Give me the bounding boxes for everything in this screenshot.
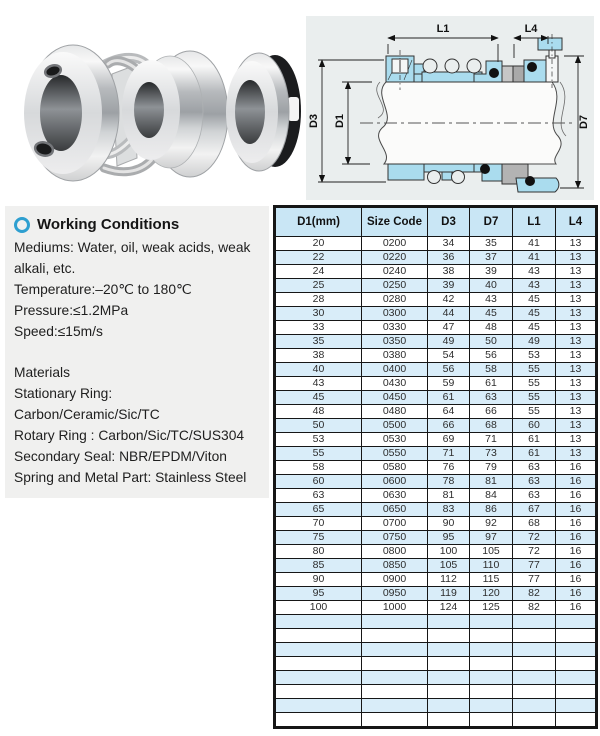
table-cell: 16 — [556, 489, 596, 503]
table-cell: 95 — [428, 531, 470, 545]
table-cell: 16 — [556, 475, 596, 489]
table-cell: 97 — [470, 531, 513, 545]
table-cell: 66 — [428, 419, 470, 433]
dim-label-l4: L4 — [524, 23, 538, 35]
table-cell — [362, 615, 428, 629]
table-cell: 38 — [276, 349, 362, 363]
working-conditions-title: Working Conditions — [37, 216, 180, 233]
table-cell: 0240 — [362, 265, 428, 279]
table-cell — [470, 629, 513, 643]
table-cell: 13 — [556, 335, 596, 349]
table-cell: 0800 — [362, 545, 428, 559]
table-cell: 16 — [556, 601, 596, 615]
table-cell: 13 — [556, 279, 596, 293]
table-cell: 13 — [556, 293, 596, 307]
table-cell: 95 — [276, 587, 362, 601]
table-row — [276, 461, 596, 475]
spring-coil — [423, 59, 437, 73]
table-cell: 28 — [276, 293, 362, 307]
table-row — [276, 447, 596, 461]
dim-label-d3: D3 — [308, 113, 320, 129]
seal-face-block — [502, 66, 513, 82]
table-row-empty — [276, 671, 596, 685]
table-cell: 24 — [276, 265, 362, 279]
table-cell: 34 — [428, 237, 470, 251]
table-cell — [276, 713, 362, 727]
table-cell: 0630 — [362, 489, 428, 503]
table-cell: 50 — [276, 419, 362, 433]
condition-pressure: Pressure:≤1.2MPa — [14, 303, 129, 318]
table-cell — [513, 713, 556, 727]
table-cell: 61 — [513, 447, 556, 461]
table-row — [276, 573, 596, 587]
table-cell: 105 — [470, 545, 513, 559]
table-cell: 119 — [428, 587, 470, 601]
table-cell: 0550 — [362, 447, 428, 461]
table-row — [276, 433, 596, 447]
table-cell — [470, 685, 513, 699]
table-cell: 39 — [470, 265, 513, 279]
table-cell: 0750 — [362, 531, 428, 545]
size-table — [273, 205, 598, 729]
table-row — [276, 321, 596, 335]
table-cell — [276, 657, 362, 671]
table-cell — [513, 657, 556, 671]
table-cell: 68 — [513, 517, 556, 531]
table-cell — [470, 671, 513, 685]
table-cell: 13 — [556, 405, 596, 419]
table-cell: 49 — [513, 335, 556, 349]
table-cell: 0300 — [362, 307, 428, 321]
table-cell — [556, 657, 596, 671]
table-cell — [513, 643, 556, 657]
material-secondary-seal: Secondary Seal: NBR/EPDM/Viton — [14, 449, 227, 464]
table-cell: 63 — [513, 461, 556, 475]
table-cell: 63 — [513, 475, 556, 489]
table-cell: 0950 — [362, 587, 428, 601]
table-cell: 13 — [556, 237, 596, 251]
table-cell: 55 — [513, 363, 556, 377]
table-cell: 0500 — [362, 419, 428, 433]
spring-coil — [452, 171, 465, 184]
table-cell: 16 — [556, 461, 596, 475]
table-cell — [276, 643, 362, 657]
table-cell — [513, 671, 556, 685]
table-cell: 0700 — [362, 517, 428, 531]
table-cell: 67 — [513, 503, 556, 517]
table-cell: 13 — [556, 265, 596, 279]
seat-slot — [288, 97, 299, 121]
table-cell: 83 — [428, 503, 470, 517]
table-cell: 13 — [556, 433, 596, 447]
table-cell: 45 — [513, 321, 556, 335]
product-photo — [0, 0, 305, 200]
table-cell: 105 — [428, 559, 470, 573]
table-row — [276, 377, 596, 391]
table-cell: 16 — [556, 503, 596, 517]
table-cell: 85 — [276, 559, 362, 573]
table-cell: 84 — [470, 489, 513, 503]
table-cell: 66 — [470, 405, 513, 419]
condition-temperature: Temperature:–20℃ to 180℃ — [14, 282, 192, 297]
table-cell — [428, 699, 470, 713]
o-ring-section — [527, 62, 537, 72]
table-cell: 64 — [428, 405, 470, 419]
table-cell: 0430 — [362, 377, 428, 391]
table-cell — [276, 615, 362, 629]
table-cell: 0600 — [362, 475, 428, 489]
table-cell: 16 — [556, 517, 596, 531]
table-cell: 38 — [428, 265, 470, 279]
table-cell: 58 — [470, 363, 513, 377]
table-cell: 58 — [276, 461, 362, 475]
col-header-l1: L1 — [513, 208, 556, 237]
table-cell: 86 — [470, 503, 513, 517]
table-cell: 16 — [556, 587, 596, 601]
table-cell: 0400 — [362, 363, 428, 377]
table-cell — [556, 685, 596, 699]
table-cell: 81 — [428, 489, 470, 503]
table-cell — [513, 629, 556, 643]
table-cell: 77 — [513, 559, 556, 573]
table-cell: 33 — [276, 321, 362, 335]
table-row-empty — [276, 713, 596, 727]
table-cell: 0380 — [362, 349, 428, 363]
table-cell — [362, 685, 428, 699]
table-cell: 55 — [276, 447, 362, 461]
table-cell: 60 — [513, 419, 556, 433]
table-row — [276, 307, 596, 321]
table-cell — [276, 699, 362, 713]
table-cell: 77 — [513, 573, 556, 587]
table-cell — [513, 615, 556, 629]
table-cell — [470, 615, 513, 629]
table-cell: 43 — [276, 377, 362, 391]
table-cell: 42 — [428, 293, 470, 307]
table-cell: 53 — [276, 433, 362, 447]
table-cell — [470, 657, 513, 671]
table-cell: 112 — [428, 573, 470, 587]
col-header-d1: D1(mm) — [276, 208, 362, 237]
table-cell: 61 — [513, 433, 556, 447]
table-cell: 80 — [276, 545, 362, 559]
table-row — [276, 293, 596, 307]
table-row — [276, 517, 596, 531]
table-cell: 48 — [276, 405, 362, 419]
table-row-empty — [276, 629, 596, 643]
table-cell: 43 — [513, 279, 556, 293]
table-cell: 55 — [513, 391, 556, 405]
material-stationary-ring: Stationary Ring: Carbon/Ceramic/Sic/TC — [14, 386, 160, 422]
table-cell: 40 — [276, 363, 362, 377]
table-cell: 16 — [556, 573, 596, 587]
table-cell: 13 — [556, 251, 596, 265]
table-cell — [276, 671, 362, 685]
table-row-empty — [276, 643, 596, 657]
table-cell: 44 — [428, 307, 470, 321]
table-cell: 0580 — [362, 461, 428, 475]
table-cell: 0650 — [362, 503, 428, 517]
table-cell — [362, 713, 428, 727]
size-table-body — [276, 237, 596, 727]
table-cell: 13 — [556, 349, 596, 363]
table-row — [276, 559, 596, 573]
table-cell: 1000 — [362, 601, 428, 615]
table-cell: 54 — [428, 349, 470, 363]
table-cell: 0850 — [362, 559, 428, 573]
table-row — [276, 237, 596, 251]
table-cell — [276, 629, 362, 643]
condition-speed: Speed:≤15m/s — [14, 324, 103, 339]
table-cell — [428, 643, 470, 657]
table-cell: 65 — [276, 503, 362, 517]
table-cell: 56 — [428, 363, 470, 377]
seat-ring-with-oring — [226, 53, 301, 171]
table-cell: 16 — [556, 545, 596, 559]
table-row — [276, 265, 596, 279]
table-cell: 55 — [513, 377, 556, 391]
material-rotary-ring: Rotary Ring : Carbon/Sic/TC/SUS304 — [14, 428, 245, 443]
table-cell: 35 — [276, 335, 362, 349]
table-cell: 45 — [470, 307, 513, 321]
table-row — [276, 531, 596, 545]
table-row — [276, 335, 596, 349]
table-cell: 41 — [513, 237, 556, 251]
table-cell: 59 — [428, 377, 470, 391]
table-cell — [276, 685, 362, 699]
table-cell: 100 — [276, 601, 362, 615]
table-cell: 82 — [513, 601, 556, 615]
table-cell: 39 — [428, 279, 470, 293]
table-cell: 13 — [556, 377, 596, 391]
table-cell: 13 — [556, 307, 596, 321]
spring-coil — [467, 59, 481, 73]
table-cell — [556, 699, 596, 713]
table-cell: 55 — [513, 405, 556, 419]
ring-icon — [14, 217, 30, 233]
table-cell — [362, 629, 428, 643]
table-cell: 0530 — [362, 433, 428, 447]
table-row — [276, 405, 596, 419]
table-cell — [362, 657, 428, 671]
table-cell: 110 — [470, 559, 513, 573]
o-ring-section — [480, 164, 490, 174]
table-cell — [428, 657, 470, 671]
table-row — [276, 587, 596, 601]
table-cell: 13 — [556, 321, 596, 335]
o-ring-section — [489, 68, 499, 78]
table-cell: 72 — [513, 531, 556, 545]
table-cell: 115 — [470, 573, 513, 587]
table-cell — [470, 713, 513, 727]
table-cell: 47 — [428, 321, 470, 335]
dim-label-d1: D1 — [334, 113, 346, 129]
col-header-d3: D3 — [428, 208, 470, 237]
spring-coil — [428, 171, 441, 184]
table-cell: 90 — [276, 573, 362, 587]
table-cell: 41 — [513, 251, 556, 265]
table-cell: 49 — [428, 335, 470, 349]
table-cell: 0450 — [362, 391, 428, 405]
table-cell: 45 — [276, 391, 362, 405]
table-cell — [513, 699, 556, 713]
table-row-empty — [276, 699, 596, 713]
table-cell: 92 — [470, 517, 513, 531]
table-cell: 120 — [470, 587, 513, 601]
table-cell — [428, 713, 470, 727]
info-panel — [5, 206, 269, 498]
table-cell: 61 — [428, 391, 470, 405]
table-cell — [556, 671, 596, 685]
table-cell: 125 — [470, 601, 513, 615]
table-cell: 72 — [513, 545, 556, 559]
table-cell — [556, 643, 596, 657]
table-cell: 20 — [276, 237, 362, 251]
table-cell: 16 — [556, 531, 596, 545]
table-cell: 40 — [470, 279, 513, 293]
table-cell: 22 — [276, 251, 362, 265]
table-row — [276, 545, 596, 559]
table-cell: 43 — [470, 293, 513, 307]
table-cell — [428, 671, 470, 685]
dim-label-d7: D7 — [578, 114, 590, 130]
table-cell: 16 — [556, 559, 596, 573]
table-cell: 0250 — [362, 279, 428, 293]
table-cell — [362, 671, 428, 685]
table-cell: 68 — [470, 419, 513, 433]
table-cell: 61 — [470, 377, 513, 391]
table-cell: 53 — [513, 349, 556, 363]
table-cell: 48 — [470, 321, 513, 335]
table-row — [276, 601, 596, 615]
table-cell: 90 — [428, 517, 470, 531]
col-header-d7: D7 — [470, 208, 513, 237]
table-cell: 30 — [276, 307, 362, 321]
o-ring-section — [525, 176, 535, 186]
table-cell: 0900 — [362, 573, 428, 587]
col-header-l4: L4 — [556, 208, 596, 237]
dim-label-l1: L1 — [436, 23, 450, 35]
table-cell: 0200 — [362, 237, 428, 251]
table-cell: 60 — [276, 475, 362, 489]
table-cell: 82 — [513, 587, 556, 601]
table-cell: 71 — [428, 447, 470, 461]
table-cell — [513, 685, 556, 699]
table-row — [276, 363, 596, 377]
table-cell: 100 — [428, 545, 470, 559]
spring-coil — [445, 59, 459, 73]
table-cell: 35 — [470, 237, 513, 251]
table-row-empty — [276, 615, 596, 629]
table-cell: 0350 — [362, 335, 428, 349]
table-cell: 63 — [276, 489, 362, 503]
table-cell: 0330 — [362, 321, 428, 335]
table-cell: 13 — [556, 391, 596, 405]
table-cell: 56 — [470, 349, 513, 363]
table-cell: 69 — [428, 433, 470, 447]
table-cell — [428, 685, 470, 699]
table-cell: 13 — [556, 447, 596, 461]
seal-face-block — [513, 66, 524, 82]
table-cell: 73 — [470, 447, 513, 461]
table-cell: 63 — [470, 391, 513, 405]
table-cell — [556, 615, 596, 629]
table-header-row — [276, 208, 596, 237]
table-row — [276, 419, 596, 433]
table-row — [276, 489, 596, 503]
table-cell — [470, 699, 513, 713]
table-row — [276, 503, 596, 517]
table-row — [276, 349, 596, 363]
table-cell: 36 — [428, 251, 470, 265]
dimension-diagram — [306, 16, 594, 200]
table-cell: 25 — [276, 279, 362, 293]
table-cell: 0280 — [362, 293, 428, 307]
table-cell: 124 — [428, 601, 470, 615]
condition-mediums: Mediums: Water, oil, weak acids, weak alkali, etc. — [14, 240, 251, 276]
table-cell — [428, 629, 470, 643]
table-cell — [362, 699, 428, 713]
table-cell: 0220 — [362, 251, 428, 265]
table-row — [276, 391, 596, 405]
table-row — [276, 279, 596, 293]
table-cell: 43 — [513, 265, 556, 279]
table-row — [276, 251, 596, 265]
table-cell — [556, 629, 596, 643]
table-cell: 45 — [513, 307, 556, 321]
material-spring-metal: Spring and Metal Part: Stainless Steel — [14, 470, 247, 485]
table-row-empty — [276, 657, 596, 671]
materials-heading: Materials — [14, 365, 70, 380]
table-cell: 37 — [470, 251, 513, 265]
table-cell — [556, 713, 596, 727]
table-row-empty — [276, 685, 596, 699]
working-conditions-heading — [14, 216, 260, 233]
table-cell: 13 — [556, 419, 596, 433]
table-cell: 63 — [513, 489, 556, 503]
table-cell: 71 — [470, 433, 513, 447]
table-cell — [362, 643, 428, 657]
table-cell: 76 — [428, 461, 470, 475]
table-cell: 45 — [513, 293, 556, 307]
table-cell: 81 — [470, 475, 513, 489]
table-row — [276, 475, 596, 489]
table-cell: 75 — [276, 531, 362, 545]
table-cell: 70 — [276, 517, 362, 531]
table-cell: 0480 — [362, 405, 428, 419]
table-cell: 13 — [556, 363, 596, 377]
table-cell — [470, 643, 513, 657]
table-cell — [428, 615, 470, 629]
table-cell: 78 — [428, 475, 470, 489]
col-header-size-code: Size Code — [362, 208, 428, 237]
table-cell: 50 — [470, 335, 513, 349]
table-cell: 79 — [470, 461, 513, 475]
